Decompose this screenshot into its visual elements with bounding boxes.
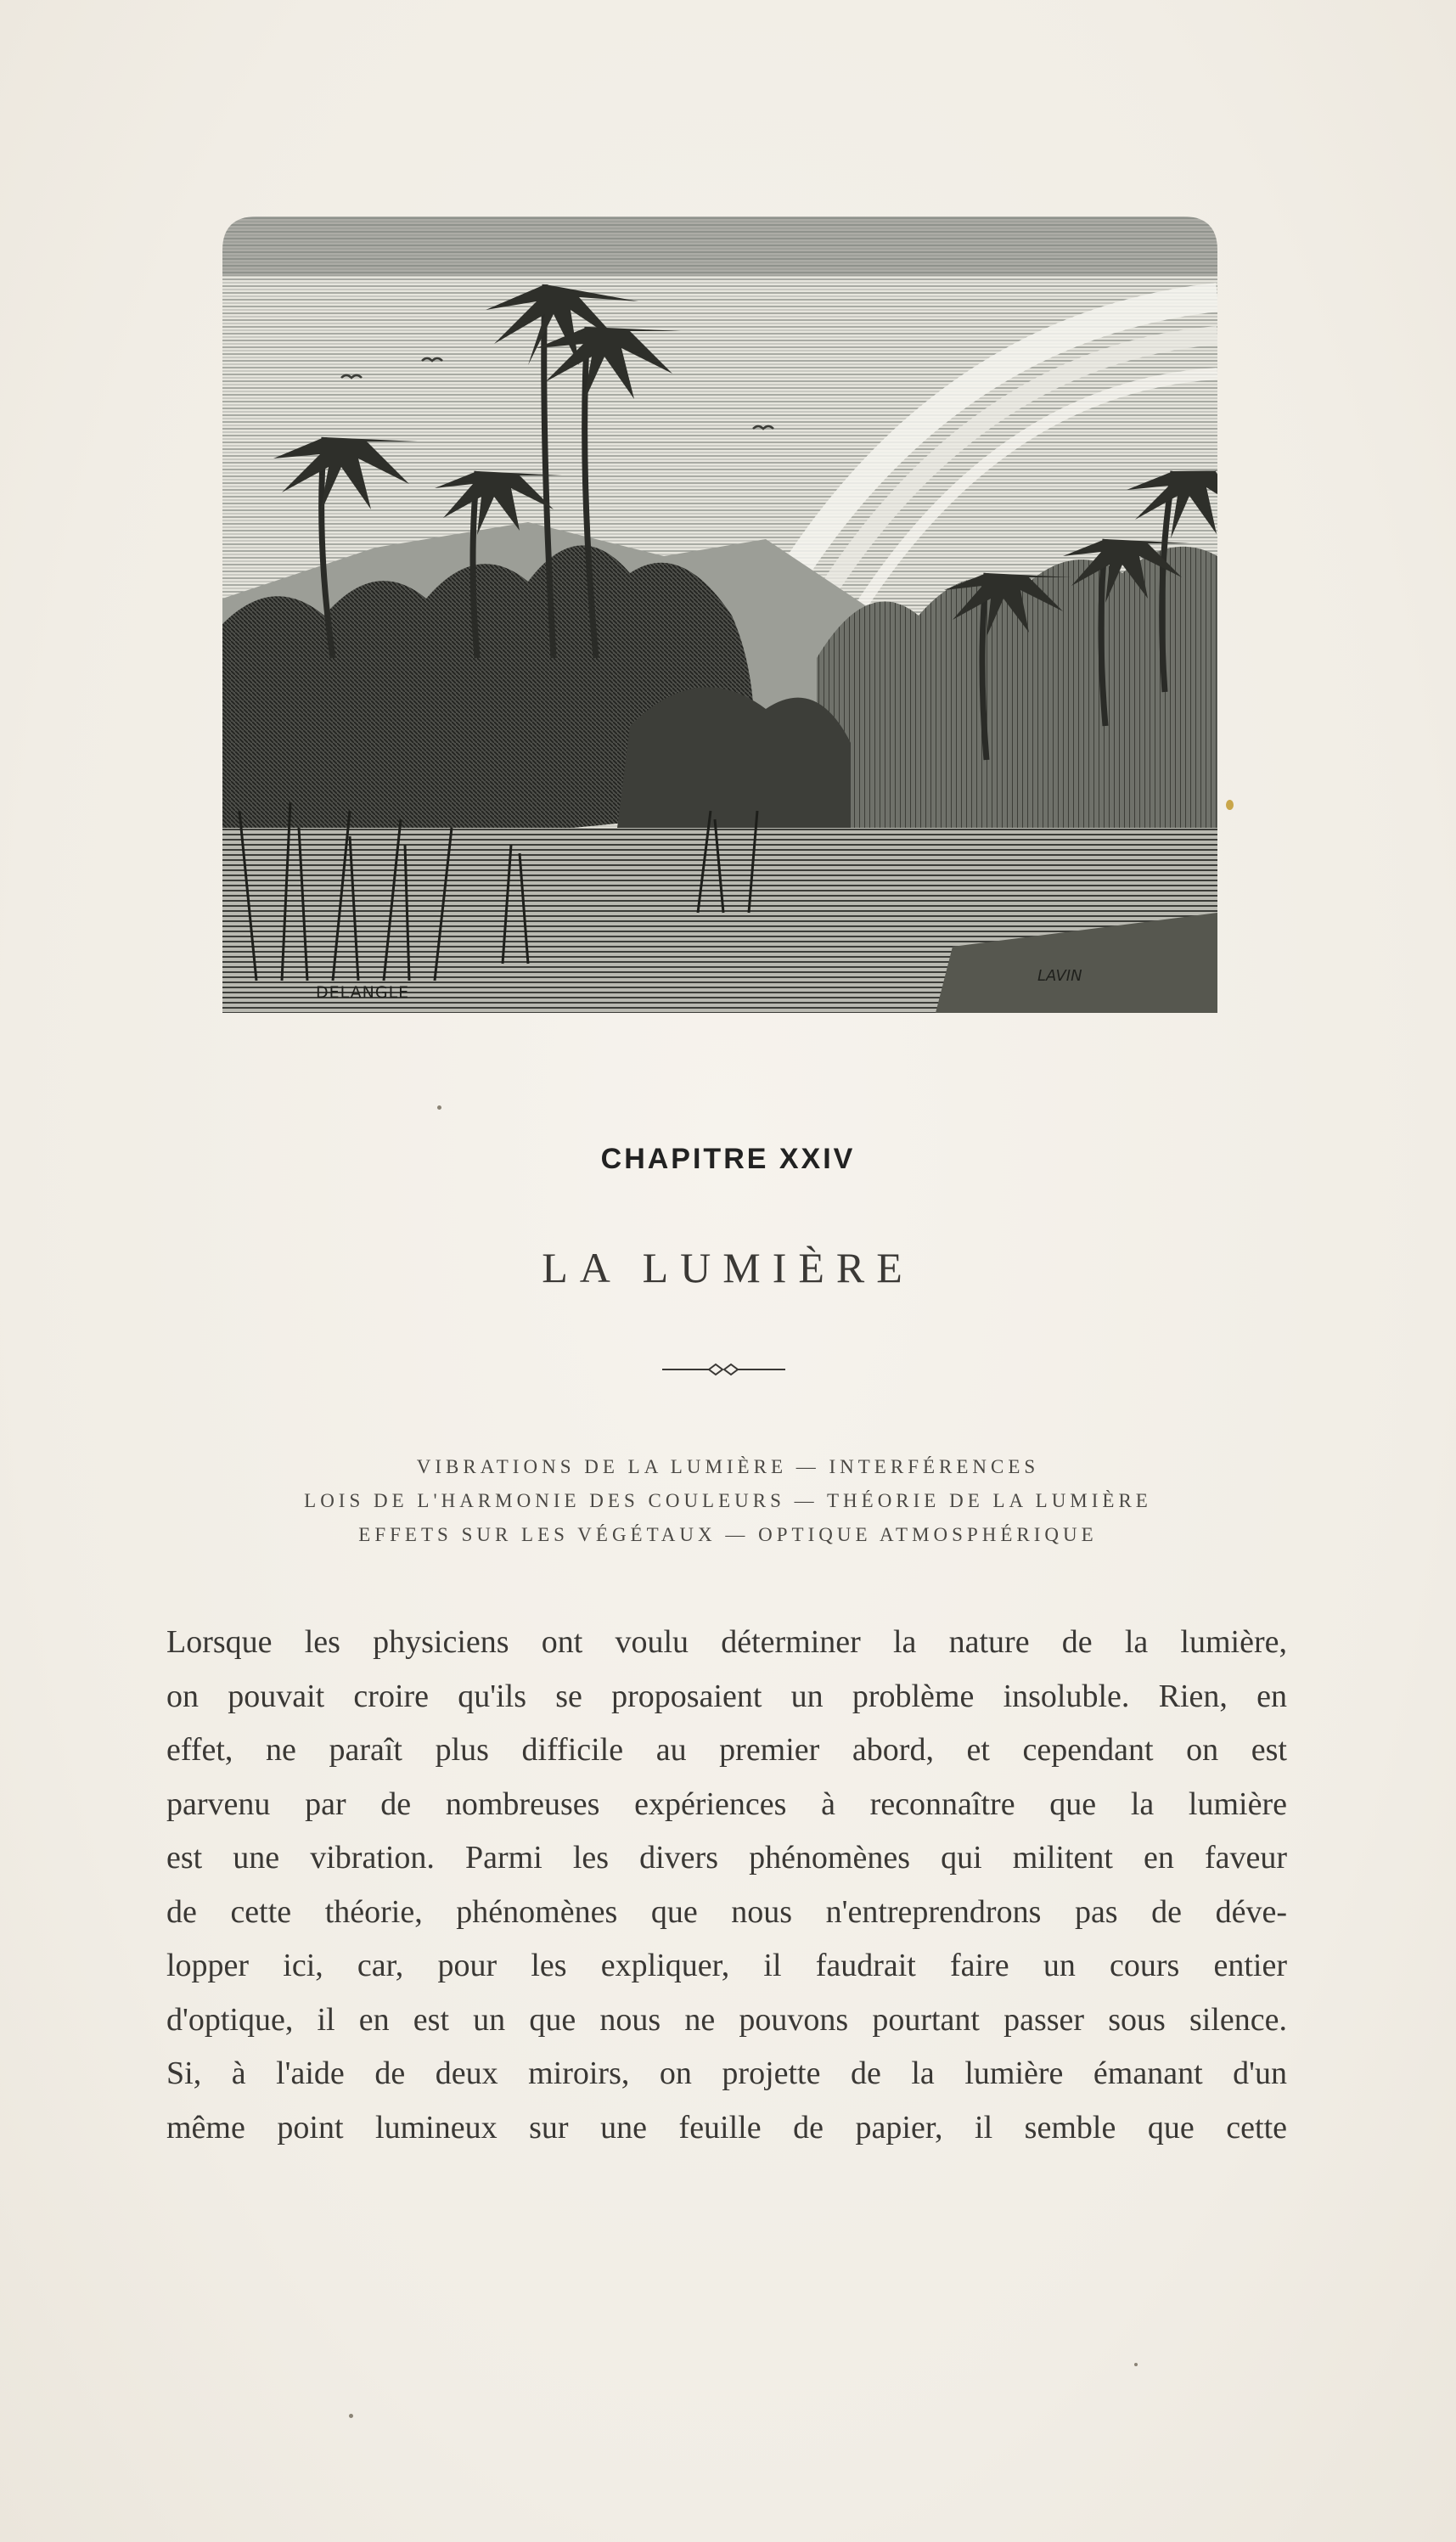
paper-speck: [437, 1105, 441, 1110]
text-line: effet, ne paraît plus difficile au premier abord, et cependant on est: [166, 1732, 1287, 1768]
text-line: d'optique, il en est un que nous ne pouvons pourtant passer sous silence.: [166, 2001, 1287, 2038]
signature-left: DELANGLE: [316, 983, 410, 1002]
summary-line: LOIS DE L'HARMONIE DES COULEURS — THÉORIE DE LA LUMIÈRE: [304, 1490, 1152, 1511]
text-line: est une vibration. Parmi les divers phénomènes qui militent en faveur: [166, 1840, 1287, 1876]
paper-speck: [349, 2414, 353, 2418]
text-line: de cette théorie, phénomènes que nous n'entreprendrons pas de déve-: [166, 1893, 1287, 1930]
chapter-summary: [0, 1450, 1456, 1552]
signature-right: LAVIN: [1037, 967, 1082, 985]
engraving-illustration: [222, 217, 1217, 1013]
summary-line: EFFETS SUR LES VÉGÉTAUX — OPTIQUE ATMOSPHÉRIQUE: [358, 1524, 1098, 1545]
text-line: Lorsque les physiciens ont voulu déterminer la nature de la lumière,: [166, 1624, 1287, 1660]
chapter-number: CHAPITRE XXIV: [600, 1143, 856, 1175]
paper-speck: [1134, 2363, 1138, 2366]
summary-line: VIBRATIONS DE LA LUMIÈRE — INTERFÉRENCES: [416, 1456, 1040, 1477]
text-line: on pouvait croire qu'ils se proposaient un problème insoluble. Rien, en: [166, 1678, 1287, 1714]
paper-speck: [1226, 800, 1234, 810]
divider-ornament: [662, 1357, 785, 1382]
text-line: Si, à l'aide de deux miroirs, on projette de la lumière émanant d'un: [166, 2056, 1287, 2091]
text-line: même point lumineux sur une feuille de papier, il semble que cette: [166, 2109, 1287, 2146]
text-line: lopper ici, car, pour les expliquer, il faudrait faire un cours entier: [166, 1948, 1287, 1983]
text-line: parvenu par de nombreuses expériences à reconnaître que la lumière: [166, 1786, 1287, 1822]
body-paragraph: [166, 1616, 1287, 2155]
chapter-title: LA LUMIÈRE: [542, 1244, 914, 1291]
